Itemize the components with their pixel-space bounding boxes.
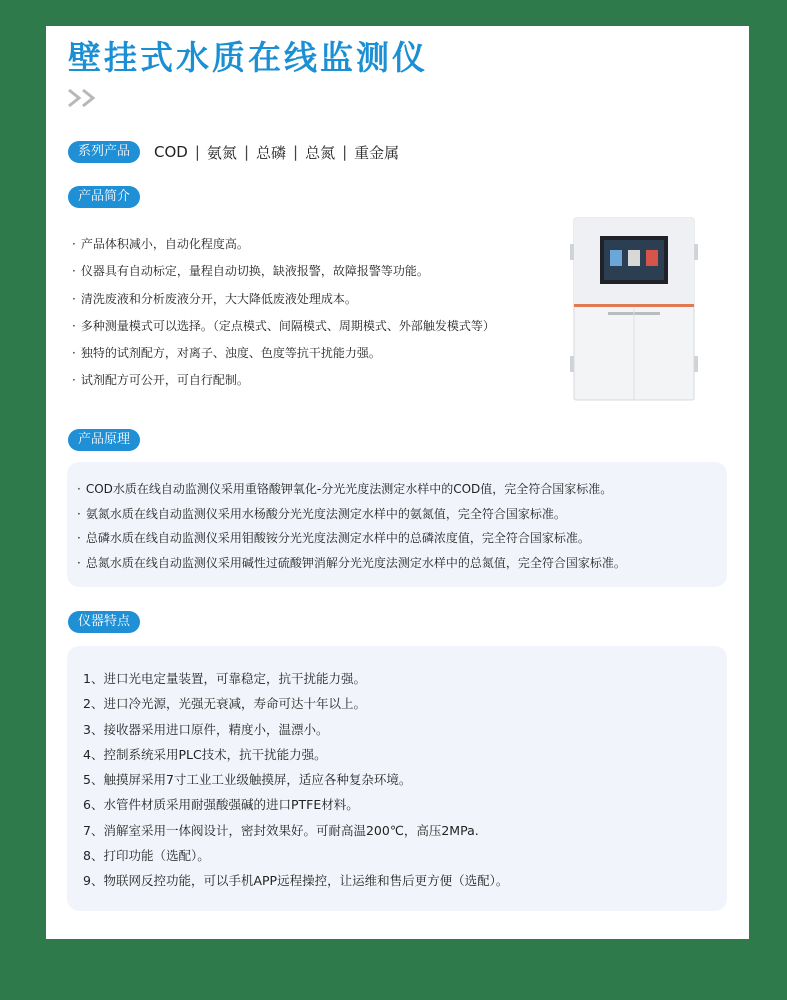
product-page xyxy=(46,26,749,939)
list-item: · 仪器具有自动标定，量程自动切换，缺液报警，故障报警等功能。 xyxy=(72,264,429,279)
intro-section-badge: 产品简介 xyxy=(68,186,140,208)
list-item: · 氨氮水质在线自动监测仪采用水杨酸分光光度法测定水样中的氨氮值，完全符合国家标准。 xyxy=(77,506,566,521)
separator: | xyxy=(194,143,200,161)
intro-list xyxy=(72,231,552,395)
list-item: 7、消解室采用一体阀设计，密封效果好。可耐高温200℃，高压2MPa. xyxy=(83,822,479,838)
series-products-row xyxy=(68,140,399,164)
separator: | xyxy=(342,143,348,161)
list-item: 6、水管件材质采用耐强酸强碱的进口PTFE材料。 xyxy=(83,797,359,813)
series-item-total-nitrogen: 总氮 xyxy=(305,143,336,162)
list-item: 8、打印功能（选配）。 xyxy=(83,848,210,864)
list-item: 3、接收器采用进口原件，精度小，温漂小。 xyxy=(83,721,329,737)
product-photo xyxy=(570,216,698,402)
list-item: 4、控制系统采用PLC技术，抗干扰能力强。 xyxy=(83,746,327,762)
series-item-cod: COD xyxy=(154,143,188,161)
features-list xyxy=(83,666,508,894)
features-panel xyxy=(67,646,727,911)
list-item: 5、触摸屏采用7寸工业工业级触摸屏，适应各种复杂环境。 xyxy=(83,772,412,788)
principle-section-badge: 产品原理 xyxy=(68,429,140,451)
list-item: · 多种测量模式可以选择。（定点模式、间隔模式、周期模式、外部触发模式等） xyxy=(72,318,495,333)
list-item: · 独特的试剂配方，对离子、浊度、色度等抗干扰能力强。 xyxy=(72,346,381,361)
series-products-list xyxy=(154,142,399,163)
list-item: 2、进口冷光源，光强无衰减，寿命可达十年以上。 xyxy=(83,696,366,712)
separator: | xyxy=(243,143,249,161)
series-item-total-phosphorus: 总磷 xyxy=(256,143,287,162)
list-item: 9、物联网反控功能，可以手机APP远程操控，让运维和售后更方便（选配）。 xyxy=(83,873,509,889)
list-item: · 产品体积减小，自动化程度高。 xyxy=(72,237,249,251)
series-products-badge: 系列产品 xyxy=(68,141,140,163)
page-title: 壁挂式水质在线监测仪 xyxy=(68,38,428,77)
list-item: · COD水质在线自动监测仪采用重铬酸钾氧化-分光光度法测定水样中的COD值，完全符合国家标准。 xyxy=(77,482,613,496)
list-item: · 总磷水质在线自动监测仪采用钼酸铵分光光度法测定水样中的总磷浓度值，完全符合国家标准。 xyxy=(77,531,590,545)
list-item: 1、进口光电定量装置，可靠稳定，抗干扰能力强。 xyxy=(83,671,366,686)
features-section-badge: 仪器特点 xyxy=(68,611,140,633)
series-item-heavy-metals: 重金属 xyxy=(354,143,400,162)
list-item: · 总氮水质在线自动监测仪采用碱性过硫酸钾消解分光光度法测定水样中的总氮值，完全符合国家标准。 xyxy=(77,555,626,570)
series-item-ammonia-nitrogen: 氨氮 xyxy=(206,143,237,162)
list-item: · 试剂配方可公开，可自行配制。 xyxy=(72,373,249,388)
separator: | xyxy=(293,143,299,161)
principle-panel xyxy=(67,462,727,587)
principle-list xyxy=(77,477,626,575)
list-item: · 清洗废液和分析废液分开，大大降低废液处理成本。 xyxy=(72,291,357,306)
double-chevron-right-icon xyxy=(66,88,106,108)
